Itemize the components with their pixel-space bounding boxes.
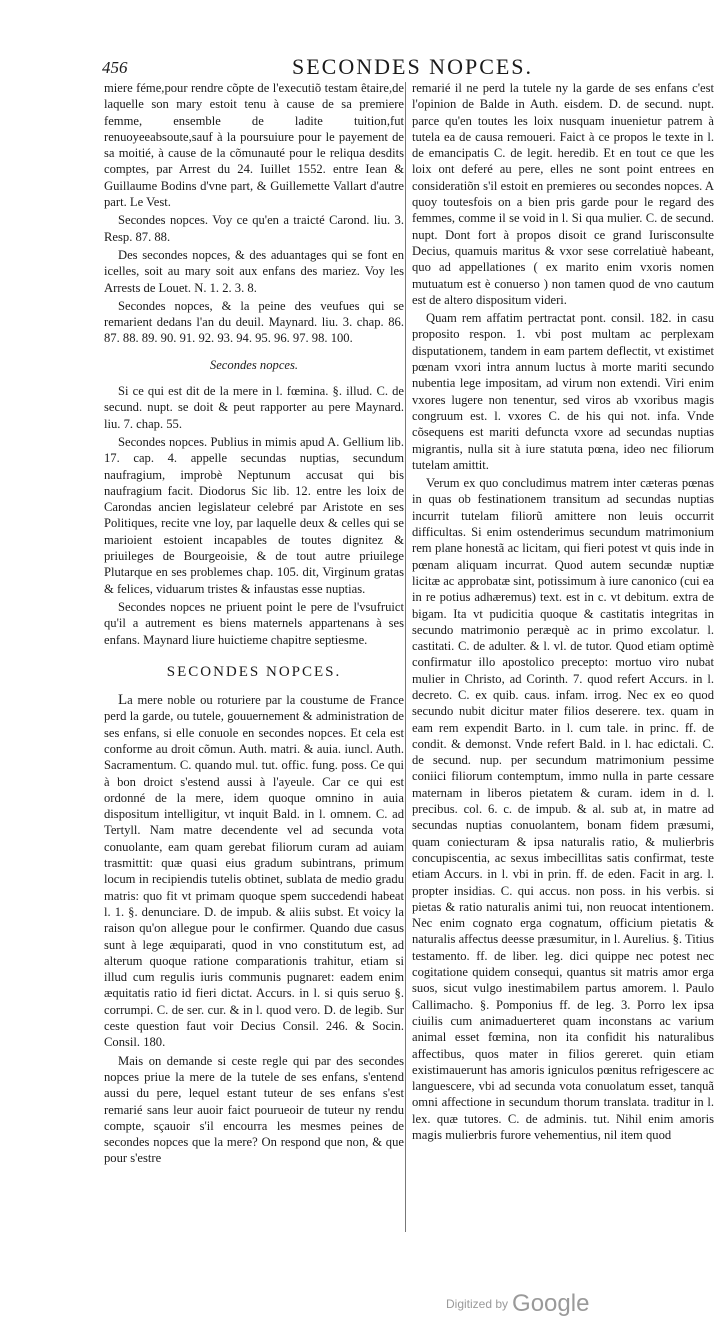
paragraph: Secondes nopces ne priuent point le pere de l'vsufruict qu'il a autrement es biens maternels appartenans à ses enfans. Maynard liure huictieme chapitre septiesme. [104,599,404,647]
paragraph: Secondes nopces, & la peine des veufues qui se remarient dedans l'an du deuil. Maynard. liu. 3. chap. 86. 87. 88. 89. 90. 91. 92. 93. 94. 95. 96. 97. 98. 100. [104,298,404,346]
page-number: 456 [102,58,128,77]
paragraph: miere féme,pour rendre cõpte de l'executiõ testam êtaire,de laquelle son mary estoit tenu à cause de sa premiere femme, ensemble de ladite tuition,fut renuoyeeabsoute,sauf à la poursuiure pour le payement de sa moitié, à cause de la cõmunauté pour le reliqua desdits comptes, par Arrest du 24. Iuillet 1552. entre Iean & Guillaume Bodins d'vne part, & Guillemette Vallart d'autre part. Le Vest. [104,81,404,210]
digitized-by-label: Digitized by [446,1297,509,1311]
paragraph: Si ce qui est dit de la mere in l. fœmina. §. illud. C. de secund. nupt. se doit & peut rapporter au pere Maynard. liu. 7. chap. 55. [104,384,404,431]
paragraph: Mais on demande si ceste regle qui par des secondes nopces priue la mere de la tutele de ses enfans, s'entend aussi du pere, lequel estant tuteur de ses enfans s'est remarié sans leur auoir faict pourueoir de tuteur ny rendu compte, sçauoir s'il encourra les mesmes peines de secondes nopces que la mere? On respond que non, & que pour s'estre [104,1053,404,1166]
running-title: SECONDES NOPCES. [292,54,534,79]
digitized-watermark [446,1290,589,1318]
paragraph: Verum ex quo concludimus matrem inter cæteras pœnas in quas ob festinationem transitum ad secundas nuptias incurrit tutelam filiorũ amittere non leuis occurrit difficultas. Si enim ostenderimus secundum matrimonium rem plane honestã ac licitam, qui fieri potest vt quis inde in pœnam aliquam incurrat. Quod autem secundæ nuptiæ licitæ ac approbatæ sint, potissimum à iure canonico (cui ea in re potius adhæremus) text. est in c. vt debitum. extra de bigam. Ita vt pudicitia quoque & castitatis integritas in secundo matrimonio peræquè ac in primo excolatur. l. castitati. C. de adulter. & l. vl. de tutor. Quod etiam optimè confirmatur illo apostolico precepto: mortuo viro nubat mulier in Christo, ad Corinth. 7. quod refert Accurs. in l. decreto. C. ex quib. caus. infam. irrog. Nec ex eo quod secundo nubit dicitur mater filios deserere. tex. quam in eam rem expendit Barto. in l. cum tale. in princ. ff. de condit. & demonst. Vnde refert Bald. in l. hac edictali. C. de secund. nup. per secundum matrimonium pessime coniici filiorum contemptum, immo nulla in parte cessare maternam in liberos pietatem & curam. idem in d. l. precibus. col. 6. c. de impub. & al. sub at, in matre ad secundas nuptias conuolantem, bonam fidem præsumi, quam coniecturam & ipsa naturalis ratio, & mulierbris concupiscentia, ac sexus imbecillitas satis confirmat, teste etiam Accurs. in l. vbi in prin. ff. de eden. Facit in arg. l. propter insidias. C. qui accus. non poss. in his verbis. si pietas & ratio naturalis animi tui, non reuocat intentionem. Nec enim cognato erga cognatum, officium pietatis & naturalis affectus deesse præsumitur, in l. Aurelius. §. Titius testamento. ff. de liber. leg. dici quippe nec potest nec cogitatione quidem consequi, quantus sit matris amor erga suos, sicut vulgo inestimabilem partus amorem. l. Paulo Callimacho. §. Pomponius ff. de leg. 3. Porro lex ipsa ciuilis cum animaduerteret quam inconstans ac varium animal esset fœmina, non ita confidit his naturalibus affectibus, quos mater in filios gereret. quin etiam existimauerunt has amoris igniculos pœnitus refrigescere ac languescere, vbi ad secunda vota conuolatum esset, tanquã omni affectione in secundum thorum translata. traditur in l. lex. quæ tutores. C. de adminis. tut. Nihil enim amoris magis mulierbris furore vehementius, nil item quod [412,476,714,1142]
left-column [104,80,404,1169]
paragraph: Des secondes nopces, & des aduantages qui se font en icelles, soit au mary soit aux enfans des mariez. Voy les Arrests de Louet. N. 1. 2. 3. 8. [104,247,404,295]
paragraph [104,692,404,1051]
right-column [412,80,714,1145]
column-divider [405,82,406,1232]
drop-cap: L [118,692,128,709]
paragraph-text: a mere noble ou roturiere par la coustume de France perd la garde, ou tutele, gouuernement & administration de ses enfans, si elle conuole en secondes nopces. Et cela est conforme au droit cõmun. Auth. matri. & auia. iuncl. Auth. Sacramentum. C. quando mul. tut. offic. fung. poss. Ce qui à bon droict s'estend aussi à l'ayeule. Car ce qui est ordonné de la mere, idem quoque omnino in auia dispositum intelligitur, vt inquit Bald. in l. omnem. C. ad Tertyll. Nam matre decendente vel ad secunda vota conuolante, eam quam gerebat filiorum curam ad auiam trasmittit: quæ quasi eius gradum subintrans, primum locum in recipiendis tutelis obtinet, sublata de medio gradu matris: quo fit vt primam quoque spem succedendi habeat l. 1. §. denunciare. D. de impub. & aliis subst. Et voicy la raison qu'on allegue pour le confirmer. Quando due casus sunt à lege æquiparati, quod in vno constitutum est, ad alterum quoque ratione comparationis trahitur, etiam si illud cum regulis iuris communis pugnaret: eadem enim æquitatis ratio id fieri dictat. Accurs. in l. si quis seruo §. corrumpi. C. de ser. cur. & in l. quod vero. D. de legib. Sur ceste question faut voir Decius Consil. 246. & Socin. Consil. 180. [104,693,404,1050]
google-logo: Google [512,1290,590,1317]
section-heading: SECONDES NOPCES. [166,663,342,680]
paragraph: Secondes nopces. Voy ce qu'en a traicté Carond. liu. 3. Resp. 87. 88. [104,213,404,244]
paragraph: remarié il ne perd la tutele ny la garde de ses enfans c'est l'opinion de Balde in Auth. eisdem. D. de secund. nupt. parce qu'en toutes les loix nusquam inuenietur patrem à tutela ea de causa remoueri. Faict à ce propos le texte in l. de emancipatis C. de legit. heredib. Et en tout ce que les loix ont deferé au pere, elles ne sont point entrees en consideratiõn s'il estoit en premieres ou secondes nopces. A quoy toutesfois on a bien pris garde pour le regard des femmes, comme il se void in l. Si qua mulier. C. de secund. nupt. Dont fort à propos disoit ce grand Iurisconsulte Decius, quamuis maritus & vxor sese correlatiuè habeant, quo ad appellationes ( ex marito enim vxoris nomen mutuatum est è conuerso ) non tamen quod de vno cautum est de altero dispositum videri. [412,81,714,307]
paragraph: Secondes nopces. Publius in mimis apud A. Gellium lib. 17. cap. 4. appelle secundas nuptias, secundum naufragium, improbè Neptunum accusat qui bis naufragium facit. Diodorus Sic lib. 12. entre les loix de Carondas ancien legislateur celebré par Aristote en ses Politiques, recite vne loy, par laquelle deux & celles qui se marioient estoient incapables de toutes dignitez & priuileges de Bourgeoisie, & de tout autre priuilege Plutarque en ses problemes chap. 105. dit, Virginum gratas & felices, viduarum tristes & infaustas esse nuptias. [104,434,404,596]
subheading: Secondes nopces. [209,357,299,372]
paragraph: Quam rem affatim pertractat pont. consil. 182. in casu proposito respon. 1. vbi post multam ac perplexam disputationem, tandem in eam partem deflectit, vt existimet pœnam vxori intra annum luctus à morte mariti secundo nubentia lege impositam, ad virum non extendi. Viri enim vxores lugere non tenentur, sed viros ab vxoribus magis congruum est. l. vxores C. de his qui not. infa. Vnde cõsequens est mariti defuncta vxore ad secundas nuptias migrantis, nulla sit à iure statuta pœna, ideo nec filiorum tutelam amittit. [412,311,714,472]
